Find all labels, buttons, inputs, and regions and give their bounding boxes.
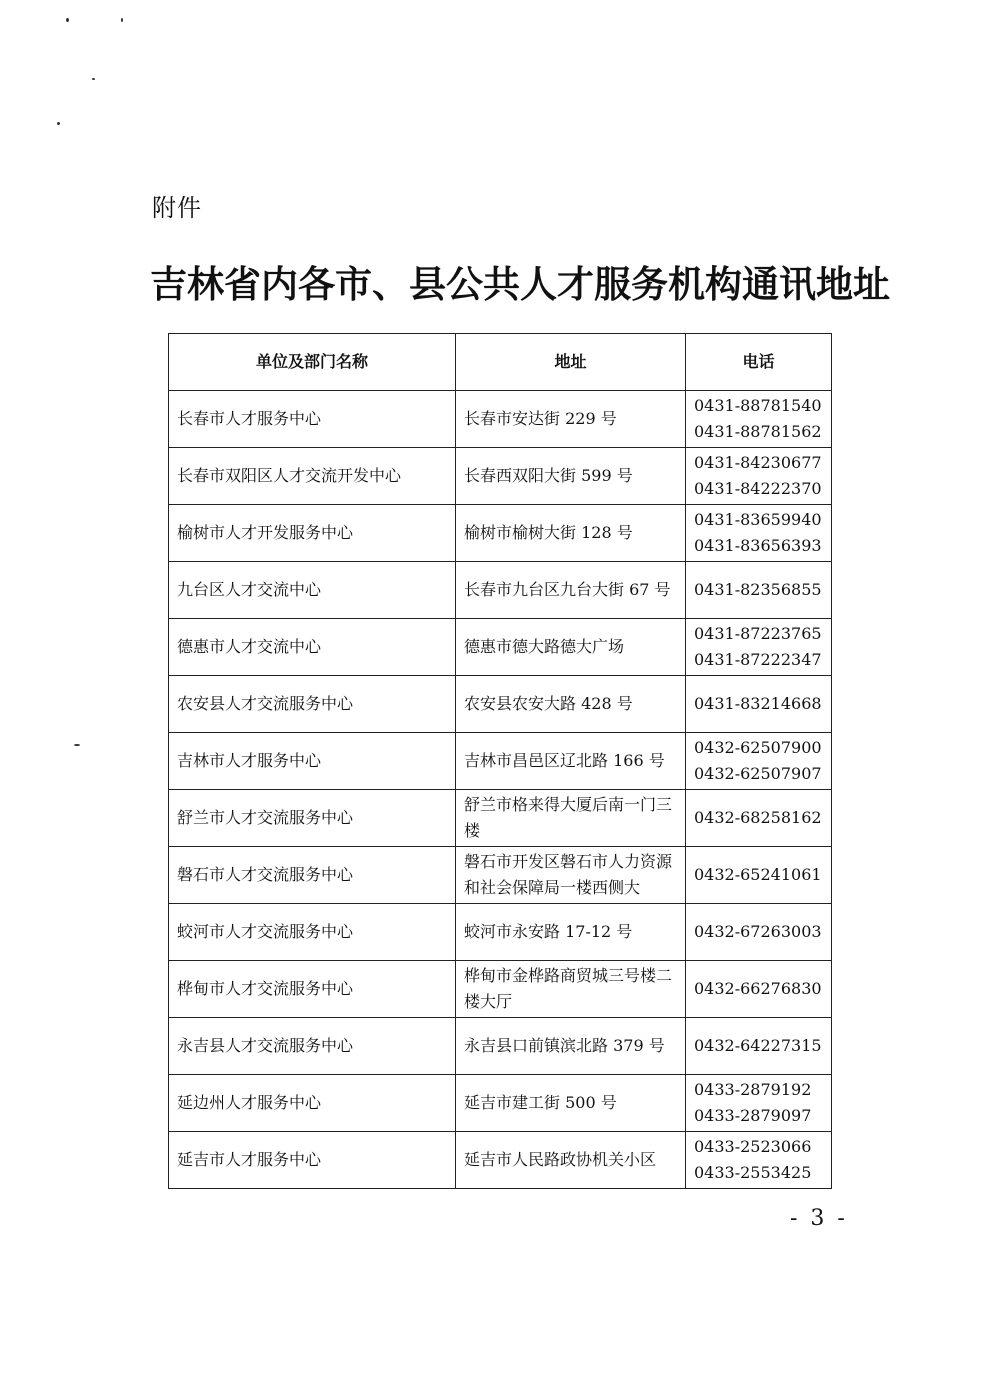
table-row	[169, 847, 832, 904]
phone-number: 0431-87222347	[694, 650, 822, 669]
phone-number: 0431-88781562	[694, 422, 822, 441]
phone-number: 0431-83214668	[694, 694, 822, 713]
phone-cell	[686, 619, 832, 676]
phone-number: 0432-65241061	[694, 865, 822, 884]
header-address: 地址	[456, 334, 686, 391]
unit-name-cell: 吉林市人才服务中心	[169, 733, 456, 790]
phone-cell	[686, 790, 832, 847]
phone-number: 0431-83659940	[694, 510, 822, 529]
phone-cell	[686, 961, 832, 1018]
phone-number: 0431-83656393	[694, 536, 822, 555]
phone-number: 0433-2879097	[694, 1106, 812, 1125]
phone-number: 0432-68258162	[694, 808, 822, 827]
address-cell: 长春市九台区九台大街 67 号	[456, 562, 686, 619]
phone-number: 0432-62507900	[694, 738, 822, 757]
phone-number: 0431-84230677	[694, 453, 822, 472]
address-cell: 延吉市建工街 500 号	[456, 1075, 686, 1132]
scan-speck	[57, 122, 60, 125]
phone-cell	[686, 505, 832, 562]
address-cell: 桦甸市金桦路商贸城三号楼二楼大厅	[456, 961, 686, 1018]
table-row	[169, 961, 832, 1018]
phone-cell	[686, 562, 832, 619]
table-row	[169, 562, 832, 619]
directory-table	[168, 333, 832, 1189]
header-unit: 单位及部门名称	[169, 334, 456, 391]
phone-number: 0432-66276830	[694, 979, 822, 998]
unit-name-cell: 磐石市人才交流服务中心	[169, 847, 456, 904]
phone-number: 0432-67263003	[694, 922, 822, 941]
header-phone: 电话	[686, 334, 832, 391]
table-row	[169, 904, 832, 961]
page-number: - 3 -	[790, 1206, 848, 1231]
scan-speck	[92, 78, 95, 80]
address-cell: 德惠市德大路德大广场	[456, 619, 686, 676]
address-cell: 农安县农安大路 428 号	[456, 676, 686, 733]
phone-cell	[686, 391, 832, 448]
table-row	[169, 1132, 832, 1189]
phone-number: 0432-62507907	[694, 764, 822, 783]
address-cell: 蛟河市永安路 17-12 号	[456, 904, 686, 961]
phone-cell	[686, 904, 832, 961]
address-cell: 长春西双阳大街 599 号	[456, 448, 686, 505]
phone-number: 0433-2523066	[694, 1137, 812, 1156]
unit-name-cell: 桦甸市人才交流服务中心	[169, 961, 456, 1018]
address-cell: 榆树市榆树大街 128 号	[456, 505, 686, 562]
unit-name-cell: 舒兰市人才交流服务中心	[169, 790, 456, 847]
address-cell: 磐石市开发区磐石市人力资源和社会保障局一楼西侧大	[456, 847, 686, 904]
phone-number: 0431-87223765	[694, 624, 822, 643]
phone-number: 0431-82356855	[694, 580, 822, 599]
scan-speck	[66, 18, 69, 22]
phone-cell	[686, 847, 832, 904]
document-title: 吉林省内各市、县公共人才服务机构通讯地址	[150, 263, 890, 306]
table-row	[169, 733, 832, 790]
unit-name-cell: 九台区人才交流中心	[169, 562, 456, 619]
unit-name-cell: 延吉市人才服务中心	[169, 1132, 456, 1189]
unit-name-cell: 永吉县人才交流服务中心	[169, 1018, 456, 1075]
table-body	[169, 391, 832, 1189]
table-row	[169, 448, 832, 505]
unit-name-cell: 农安县人才交流服务中心	[169, 676, 456, 733]
phone-cell	[686, 733, 832, 790]
phone-cell	[686, 1075, 832, 1132]
phone-number: 0433-2553425	[694, 1163, 812, 1182]
table-row	[169, 505, 832, 562]
address-cell: 延吉市人民路政协机关小区	[456, 1132, 686, 1189]
phone-cell	[686, 676, 832, 733]
table-row	[169, 790, 832, 847]
phone-number: 0432-64227315	[694, 1036, 822, 1055]
scan-speck	[121, 18, 123, 22]
attachment-label: 附件	[152, 194, 202, 222]
table-row	[169, 619, 832, 676]
phone-cell	[686, 1018, 832, 1075]
address-cell: 永吉县口前镇滨北路 379 号	[456, 1018, 686, 1075]
unit-name-cell: 德惠市人才交流中心	[169, 619, 456, 676]
unit-name-cell: 延边州人才服务中心	[169, 1075, 456, 1132]
unit-name-cell: 蛟河市人才交流服务中心	[169, 904, 456, 961]
unit-name-cell: 榆树市人才开发服务中心	[169, 505, 456, 562]
phone-number: 0431-84222370	[694, 479, 822, 498]
table-row	[169, 676, 832, 733]
phone-cell	[686, 1132, 832, 1189]
address-cell: 长春市安达街 229 号	[456, 391, 686, 448]
address-cell: 吉林市昌邑区辽北路 166 号	[456, 733, 686, 790]
unit-name-cell: 长春市双阳区人才交流开发中心	[169, 448, 456, 505]
phone-number: 0431-88781540	[694, 396, 822, 415]
phone-cell	[686, 448, 832, 505]
unit-name-cell: 长春市人才服务中心	[169, 391, 456, 448]
table-row	[169, 1018, 832, 1075]
table-row	[169, 1075, 832, 1132]
table-row	[169, 391, 832, 448]
scan-speck	[74, 744, 80, 746]
table-header-row	[169, 334, 832, 391]
address-cell: 舒兰市格来得大厦后南一门三楼	[456, 790, 686, 847]
phone-number: 0433-2879192	[694, 1080, 812, 1099]
